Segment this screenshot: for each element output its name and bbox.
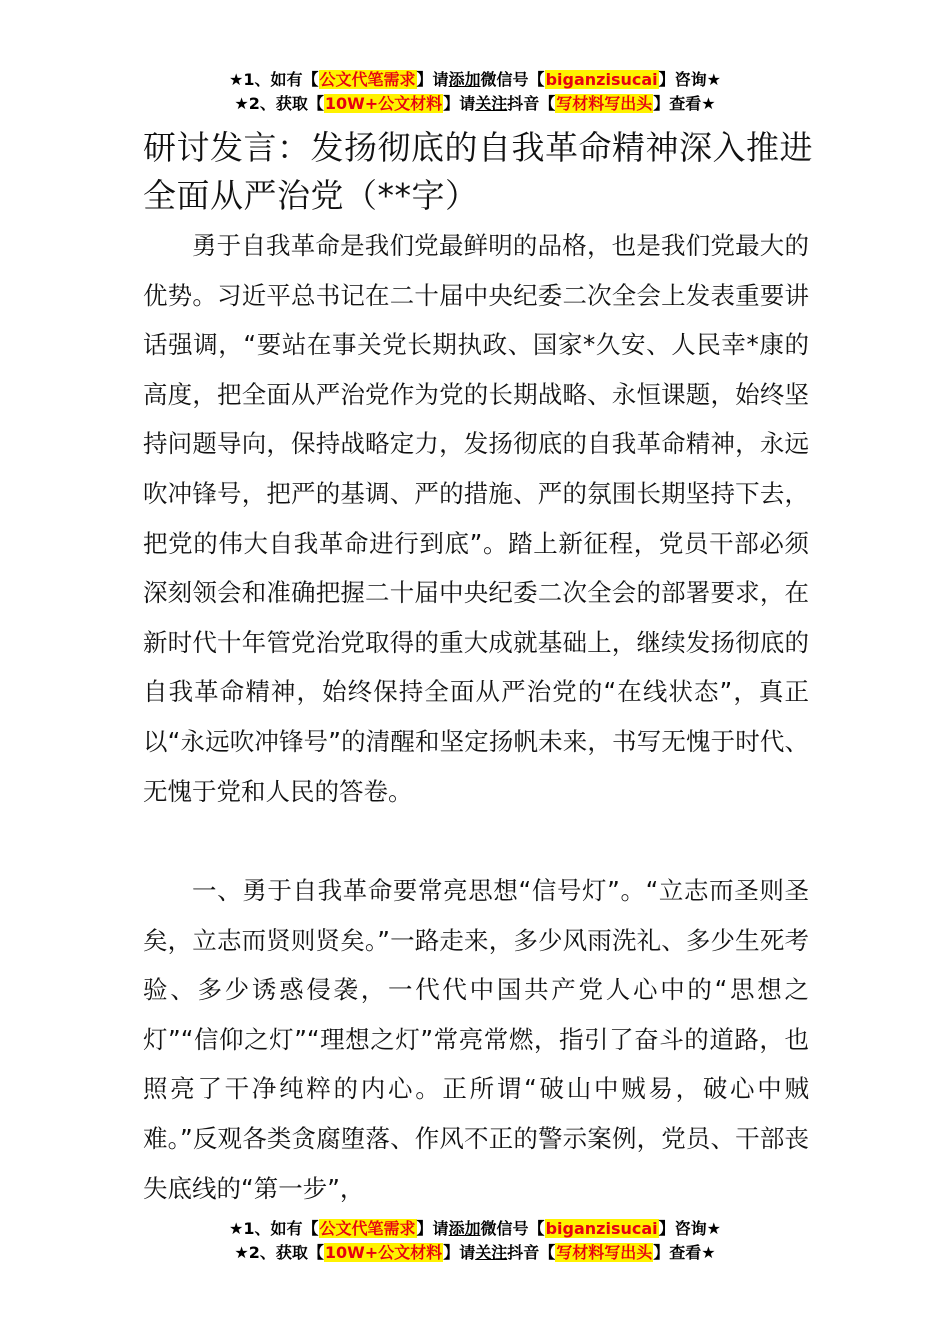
promo-text: 微信号【: [480, 1219, 545, 1238]
promo-tag-materials: 10W+公文材料: [324, 1243, 443, 1262]
promo-prefix: ★2、获取【: [234, 1243, 324, 1262]
promo-line-2: [0, 1241, 950, 1265]
promo-text: 抖音【: [507, 1243, 556, 1262]
promo-line-1: [0, 68, 950, 92]
body-paragraph-1: 勇于自我革命是我们党最鲜明的品格，也是我们党最大的优势。习近平总书记在二十届中央纪委二次全会上发表重要讲话强调，“要站在事关党长期执政、国家*久安、人民幸*康的高度，把全面从严治党作为党的长期战略、永恒课题，始终坚持问题导向，保持战略定力，发扬彻底的自我革命精神，永远吹冲锋号，把严的基调、严的措施、严的氛围长期坚持下去，把党的伟大自我革命进行到底”。踏上新征程，党员干部必须深刻领会和准确把握二十届中央纪委二次全会的部署要求，在新时代十年管党治党取得的重大成就基础上，继续发扬彻底的自我革命精神，始终保持全面从严治党的“在线状态”，真正以“永远吹冲锋号”的清醒和坚定扬帆未来，书写无愧于时代、无愧于党和人民的答卷。: [143, 231, 809, 806]
promo-line-2: [0, 92, 950, 116]
promo-tag-ghostwriting: 公文代笔需求: [319, 1219, 416, 1238]
promo-text: 】请: [416, 70, 449, 89]
bottom-promo-banner: [0, 1217, 950, 1265]
promo-emphasis: 关注: [475, 1243, 508, 1262]
promo-tag-ghostwriting: 公文代笔需求: [319, 70, 416, 89]
promo-text: 抖音【: [507, 94, 556, 113]
body-paragraph-2: 一、勇于自我革命要常亮思想“信号灯”。“立志而圣则圣矣，立志而贤则贤矣。”一路走来，多少风雨洗礼、多少生死考验、多少诱惑侵袭，一代代中国共产党人心中的“思想之灯”“信仰之灯”“理想之灯”常亮常燃，指引了奋斗的道路，也照亮了干净纯粹的内心。正所谓“破山中贼易，破心中贼难。”反观各类贪腐堕落、作风不正的警示案例，党员、干部丧失底线的“第一步”，: [143, 876, 809, 1203]
promo-text: 微信号【: [480, 70, 545, 89]
promo-emphasis: 关注: [475, 94, 508, 113]
promo-tag-douyin: 写材料写出头: [556, 1243, 653, 1262]
promo-tag-douyin: 写材料写出头: [556, 94, 653, 113]
document-title: 研讨发言：发扬彻底的自我革命精神深入推进全面从严治党（**字）: [143, 128, 813, 215]
promo-suffix: 】咨询★: [658, 1219, 721, 1238]
promo-suffix: 】查看★: [653, 94, 716, 113]
promo-text: 】请: [443, 1243, 476, 1262]
promo-suffix: 】查看★: [653, 1243, 716, 1262]
promo-suffix: 】咨询★: [658, 70, 721, 89]
promo-text: 】请: [443, 94, 476, 113]
promo-emphasis: 添加: [448, 70, 481, 89]
promo-line-1: [0, 1217, 950, 1241]
promo-tag-materials: 10W+公文材料: [324, 94, 443, 113]
promo-text: 】请: [416, 1219, 449, 1238]
promo-tag-wechat-id: biganzisucai: [545, 70, 658, 89]
promo-emphasis: 添加: [448, 1219, 481, 1238]
top-promo-banner: [0, 68, 950, 116]
promo-prefix: ★1、如有【: [229, 1219, 319, 1238]
promo-prefix: ★1、如有【: [229, 70, 319, 89]
promo-prefix: ★2、获取【: [234, 94, 324, 113]
promo-tag-wechat-id: biganzisucai: [545, 1219, 658, 1238]
